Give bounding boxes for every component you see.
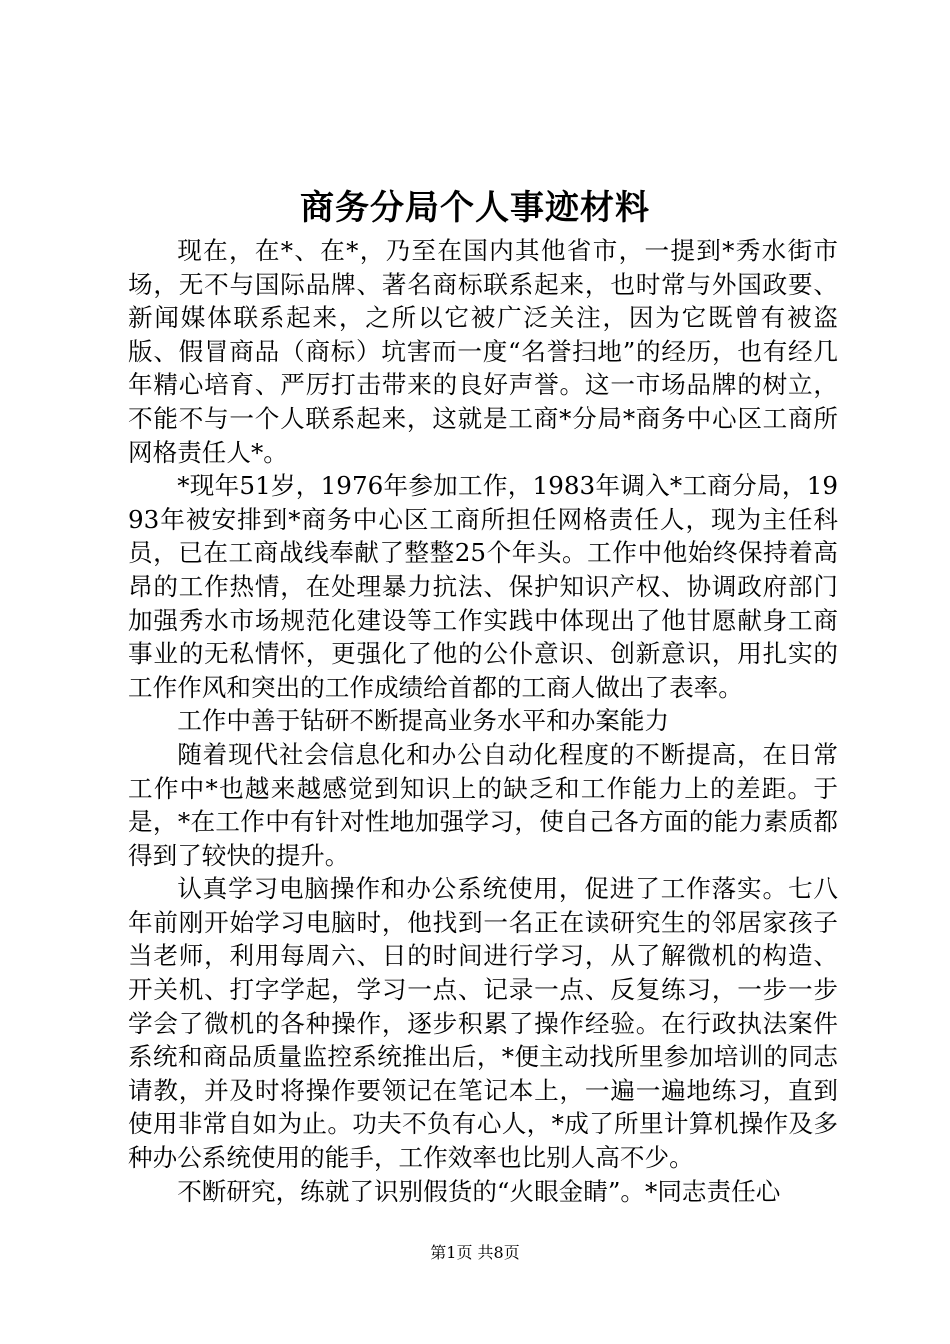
paragraph: 认真学习电脑操作和办公系统使用，促进了工作落实。七八年前刚开始学习电脑时，他找到一名正在读研究生的邻居家孩子当老师，利用每周六、日的时间进行学习，从了解微机的构造、开关机、打字学起，学习一点、记录一点、反复练习，一步一步学会了微机的各种操作，逐步积累了操作经验。在行政执法案件系统和商品质量监控系统推出后，*便主动找所里参加培训的同志请教，并及时将操作要领记在笔记本上，一遍一遍地练习，直到使用非常自如为止。功夫不负有心人，*成了所里计算机操作及多种办公系统使用的能手，工作效率也比别人高不少。: [128, 874, 838, 1173]
paragraph: *现年51岁，1976年参加工作，1983年调入*工商分局，1993年被安排到*商务中心区工商所担任网格责任人，现为主任科员，已在工商战线奉献了整整25个年头。工作中他始终保持着高昂的工作热情，在处理暴力抗法、保护知识产权、协调政府部门加强秀水市场规范化建设等工作实践中体现出了他甘愿献身工商事业的无私情怀，更强化了他的公仆意识、创新意识，用扎实的工作作风和突出的工作成绩给首都的工商人做出了表率。: [128, 471, 838, 702]
section-heading: 工作中善于钻研不断提高业务水平和办案能力: [177, 706, 670, 736]
document-body: [128, 234, 838, 1208]
paragraph: 现在，在*、在*，乃至在国内其他省市，一提到*秀水街市场，无不与国际品牌、著名商标联系起来，也时常与外国政要、新闻媒体联系起来，之所以它被广泛关注，因为它既曾有被盗版、假冒商品（商标）坑害而一度“名誉扫地”的经历，也有经几年精心培育、严厉打击带来的良好声誉。这一市场品牌的树立，不能不与一个人联系起来，这就是工商*分局*商务中心区工商所网格责任人*。: [128, 236, 838, 467]
document-title: 商务分局个人事迹材料: [300, 188, 650, 228]
paragraph: 不断研究，练就了识别假货的“火眼金睛”。*同志责任心: [177, 1176, 781, 1206]
paragraph: 随着现代社会信息化和办公自动化程度的不断提高，在日常工作中*也越来越感觉到知识上的缺乏和工作能力上的差距。于是，*在工作中有针对性地加强学习，使自己各方面的能力素质都得到了较快的提升。: [128, 739, 838, 870]
page-number-footer: 第1页 共8页: [430, 1243, 520, 1262]
